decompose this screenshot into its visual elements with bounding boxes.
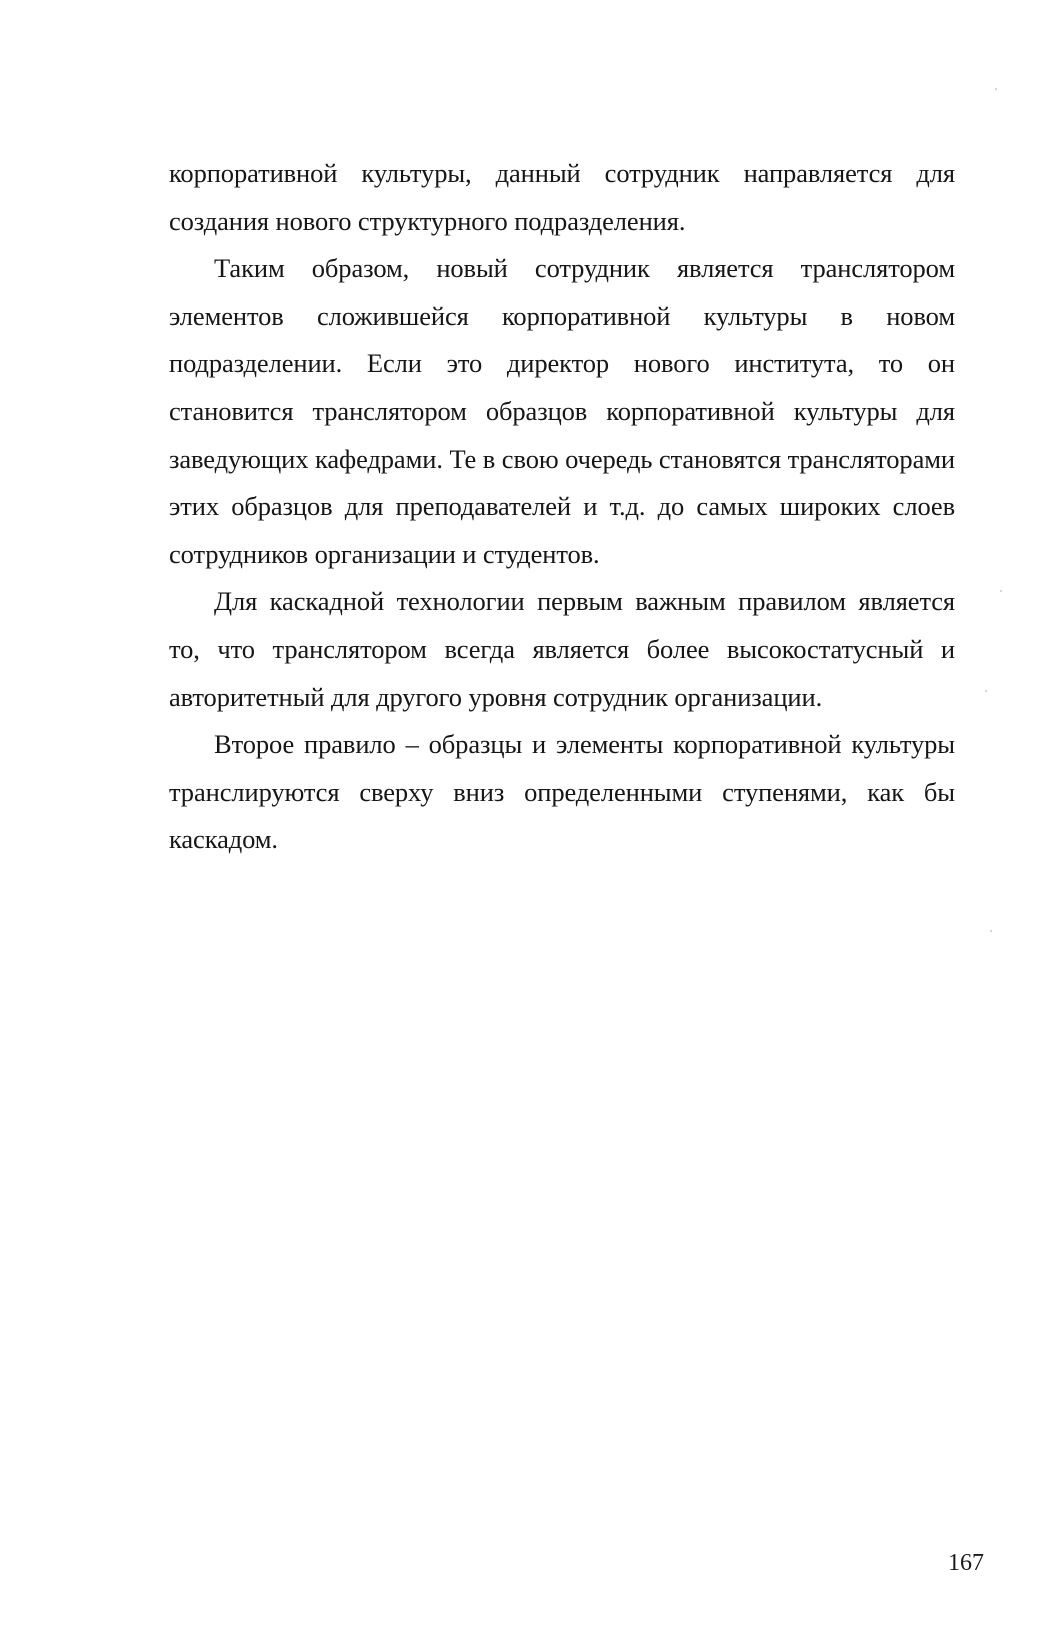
scan-speck xyxy=(990,930,992,932)
scan-speck xyxy=(985,690,987,692)
page-number: 167 xyxy=(948,1550,984,1576)
paragraph-first-rule: Для каскадной технологии первым важным правилом является то, что транслятором всегда является более высокостатусный и авторитетный для другого уровня сотрудник организации. xyxy=(169,586,955,712)
paragraph-translator: Таким образом, новый сотрудник является транслятором элементов сложившейся корпоративной культуры в новом подразделении. Если это директор нового института, то он становится транслятором образцов корпоративной культуры для заведующих кафедрами. Те в свою очередь становятся трансляторами этих образцов для преподавателей и т.д. до самых широких слоев сотрудников организации и студентов. xyxy=(169,253,955,569)
body-text xyxy=(169,150,955,864)
paragraph-second-rule: Второе правило – образцы и элементы корпоративной культуры транслируются сверху вниз определенными ступенями, как бы каскадом. xyxy=(169,729,955,855)
scan-speck xyxy=(1000,590,1002,592)
scan-speck xyxy=(995,88,997,90)
paragraph-continuation: корпоративной культуры, данный сотрудник направляется для создания нового структурного подразделения. xyxy=(169,158,955,236)
